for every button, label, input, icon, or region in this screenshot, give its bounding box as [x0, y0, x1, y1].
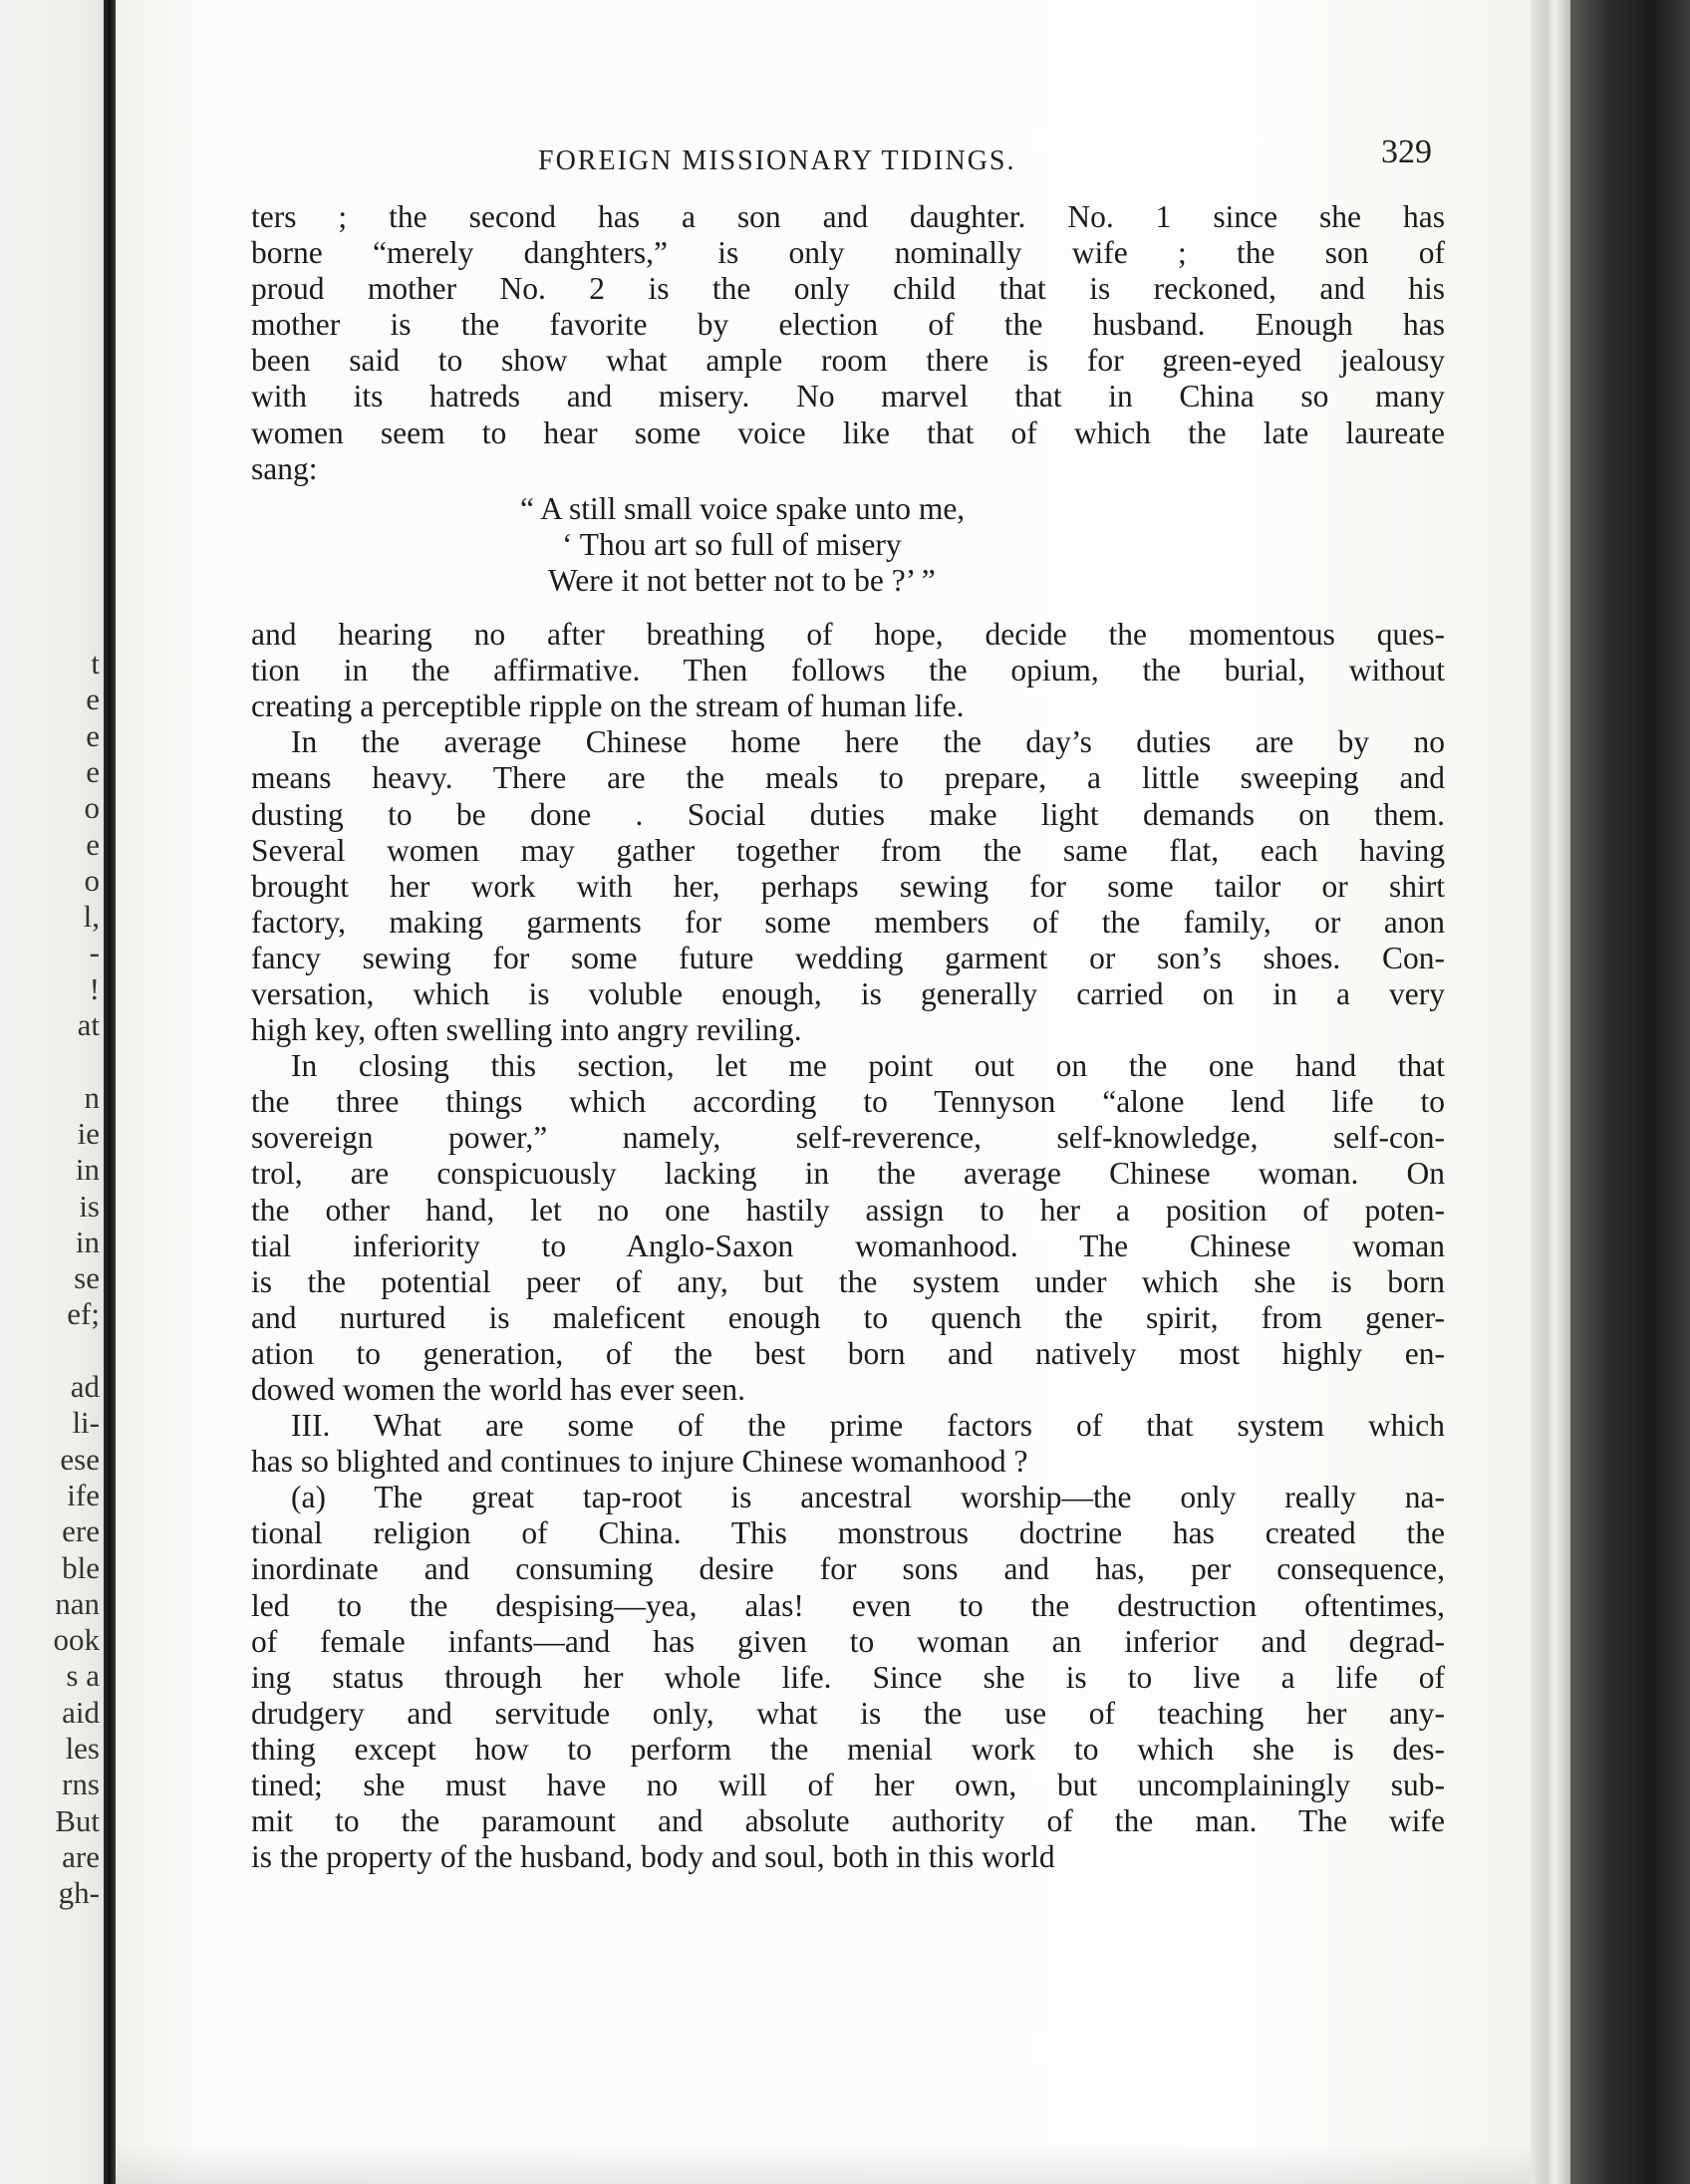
facing-page-text: ook [53, 1622, 100, 1658]
facing-page-text: t [91, 646, 100, 681]
facing-page-text: is [79, 1188, 100, 1224]
page-edge [1531, 0, 1570, 2184]
text-line: with its hatreds and misery. No marvel that in China so many [251, 379, 1445, 414]
text-line: tial inferiority to Anglo-Saxon womanhood. The Chinese woman [251, 1228, 1445, 1263]
book-gutter [104, 0, 116, 2184]
facing-page-text: are [62, 1838, 100, 1874]
text-line: mother is the favorite by election of the husband. Enough has [251, 307, 1445, 343]
text-line: (a) The great tap-root is ancestral worship—the only really na- [291, 1480, 1445, 1515]
facing-page-text: in [75, 1152, 100, 1188]
paragraph [251, 1408, 1445, 1480]
text-line: In the average Chinese home here the day’s duties are by no [291, 724, 1445, 760]
text-line: sovereign power,” namely, self-reverence, self-knowledge, self-con- [251, 1120, 1445, 1156]
text-line: Several women may gather together from the same flat, each having [251, 832, 1445, 868]
text-line: is the property of the husband, body and soul, both in this world [251, 1839, 1055, 1875]
verse-quote [251, 491, 1445, 599]
text-line: tined; she must have no will of her own, but uncomplainingly sub- [251, 1768, 1445, 1803]
text-line: is the potential peer of any, but the system under which she is born [251, 1263, 1445, 1299]
facing-page-text: e [86, 717, 100, 753]
facing-page-fragment [0, 0, 108, 2184]
text-line: been said to show what ample room there is for green-eyed jealousy [251, 343, 1445, 379]
facing-page-text: o [84, 862, 100, 898]
paragraph [251, 617, 1445, 724]
text-line: proud mother No. 2 is the only child that is reckoned, and his [251, 271, 1445, 307]
text-line: brought her work with her, perhaps sewing for some tailor or shirt [251, 868, 1445, 904]
text-line: borne “merely danghters,” is only nominally wife ; the son of [251, 235, 1445, 271]
facing-page-text: in [75, 1224, 100, 1259]
text-line: has so blighted and continues to injure Chinese womanhood ? [251, 1444, 1028, 1480]
facing-page-text: ad [70, 1369, 100, 1404]
facing-page-text: ! [89, 970, 100, 1006]
text-line: factory, making garments for some members of the family, or anon [251, 904, 1445, 940]
paragraph [251, 199, 1445, 487]
text-line: dowed women the world has ever seen. [251, 1372, 745, 1407]
text-line: ation to generation, of the best born and natively most highly en- [251, 1335, 1445, 1371]
facing-page-text: s a [66, 1658, 100, 1694]
text-line: women seem to hear some voice like that of which the late laureate [251, 414, 1445, 450]
text-line: and nurtured is maleficent enough to quench the spirit, from gener- [251, 1299, 1445, 1335]
text-line: ing status through her whole life. Since she is to live a life of [251, 1659, 1445, 1695]
facing-page-text: se [74, 1260, 100, 1296]
text-line: the other hand, let no one hastily assign to her a position of poten- [251, 1192, 1445, 1228]
text-line: drudgery and servitude only, what is the use of teaching her any- [251, 1695, 1445, 1731]
facing-page-text: ef; [67, 1296, 100, 1332]
text-line: and hearing no after breathing of hope, decide the momentous ques- [251, 617, 1445, 653]
text-line: fancy sewing for some future wedding garment or son’s shoes. Con- [251, 940, 1445, 975]
facing-page-text: aid [62, 1694, 100, 1730]
facing-page-text: - [89, 935, 100, 970]
facing-page-text: But [55, 1802, 100, 1838]
facing-page-text: gh- [58, 1875, 100, 1911]
text-line: dusting to be done . Social duties make light demands on them. [251, 796, 1445, 832]
verse-line: Were it not better not to be ?’ ” [548, 562, 936, 598]
text-line: sang: [251, 450, 318, 486]
page-bottom-shadow [116, 2142, 1531, 2184]
text-line: means heavy. There are the meals to prepare, a little sweeping and [251, 760, 1445, 796]
text-line: In closing this section, let me point out on the one hand that [291, 1048, 1445, 1084]
paragraph [251, 724, 1445, 1048]
page-number: 329 [1381, 134, 1432, 170]
facing-page-text: ese [60, 1441, 100, 1477]
facing-page-text: e [86, 753, 100, 789]
facing-page-text: ble [62, 1549, 100, 1585]
facing-page-text: at [77, 1007, 100, 1042]
facing-page-text: e [86, 682, 100, 717]
text-line: versation, which is voluble enough, is generally carried on in a very [251, 975, 1445, 1011]
text-line: tional religion of China. This monstrous doctrine has created the [251, 1515, 1445, 1551]
verse-line: “ A still small voice spake unto me, [520, 490, 966, 526]
paragraph [251, 1480, 1445, 1875]
facing-page-text: nan [55, 1585, 100, 1621]
facing-page-text: o [84, 790, 100, 826]
body-text [251, 199, 1445, 1875]
facing-page-text: l, [83, 899, 100, 935]
text-line: mit to the paramount and absolute authority of the man. The wife [251, 1803, 1445, 1839]
facing-page-text: les [65, 1731, 100, 1766]
text-line: III. What are some of the prime factors of that system which [291, 1408, 1445, 1444]
facing-page-text: ere [62, 1513, 100, 1549]
text-line: of female infants—and has given to woman an inferior and degrad- [251, 1623, 1445, 1659]
text-line: inordinate and consuming desire for sons and has, per consequence, [251, 1551, 1445, 1587]
facing-page-text: rns [62, 1767, 100, 1802]
facing-page-text: ie [77, 1115, 100, 1151]
text-line: tion in the affirmative. Then follows the opium, the burial, without [251, 653, 1445, 688]
facing-page-text: ife [67, 1477, 100, 1512]
text-line: creating a perceptible ripple on the stream of human life. [251, 688, 965, 724]
facing-page-text: n [84, 1079, 100, 1115]
text-line: high key, often swelling into angry reviling. [251, 1012, 802, 1048]
paragraph [251, 1048, 1445, 1408]
book-cover-edge [1570, 0, 1690, 2184]
verse-line: ‘ Thou art so full of misery [562, 526, 902, 562]
text-line: led to the despising—yea, alas! even to the destruction oftentimes, [251, 1587, 1445, 1623]
text-line: trol, are conspicuously lacking in the average Chinese woman. On [251, 1156, 1445, 1192]
running-head: FOREIGN MISSIONARY TIDINGS. [538, 145, 1016, 176]
text-line: thing except how to perform the menial work to which she is des- [251, 1731, 1445, 1767]
text-line: ters ; the second has a son and daughter. No. 1 since she has [251, 199, 1445, 234]
facing-page-text: e [86, 826, 100, 862]
text-line: the three things which according to Tennyson “alone lend life to [251, 1084, 1445, 1120]
facing-page-text: li- [72, 1405, 100, 1441]
